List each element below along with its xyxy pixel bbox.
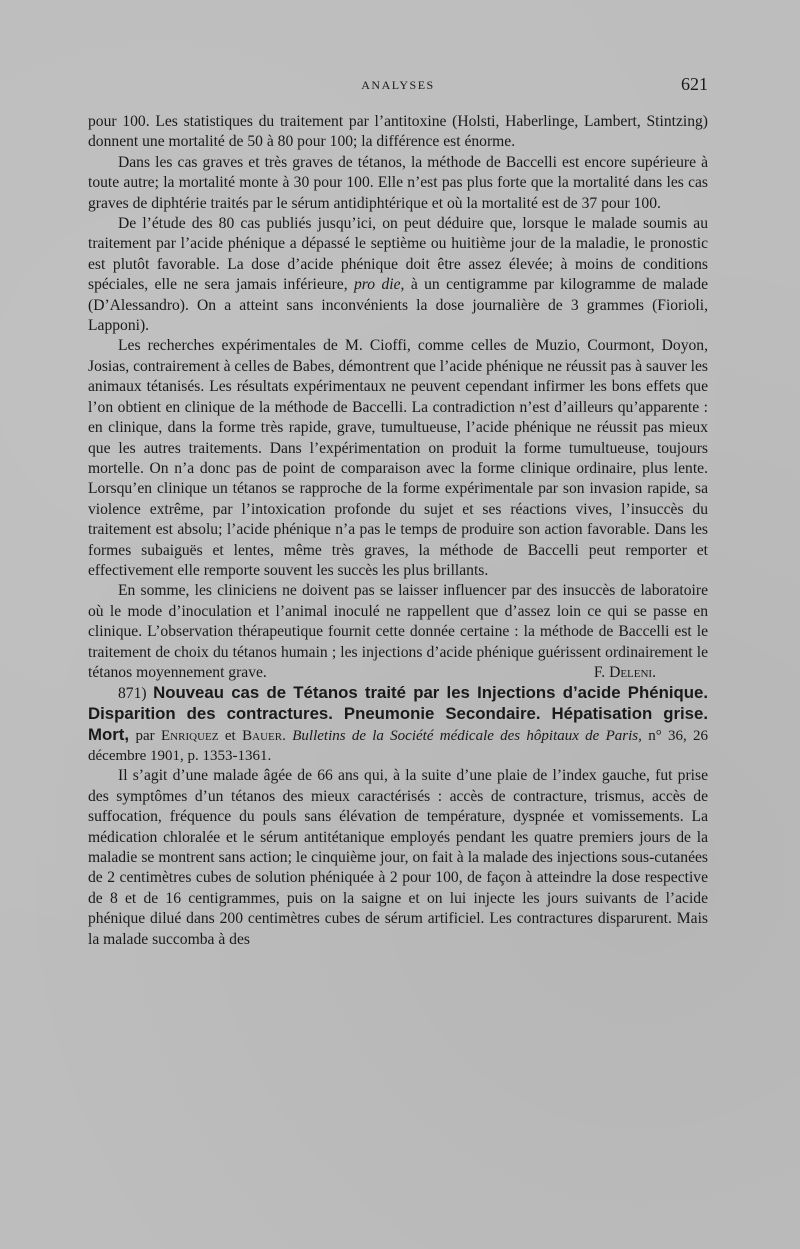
signature-name: Deleni. [609, 663, 656, 681]
paragraph-3-part-2: à un centigramme par kilogramme de malade (D’Alessandro). On a atteint sans inconvénients la dose journalière de 3 grammes (Fiorioli, Lapponi). [88, 276, 708, 335]
paragraph-2: Dans les cas graves et très graves de tétanos, la méthode de Baccelli est encore supérieure à toute autre; la mortalité monte à 30 pour 100. Elle n’est pas plus forte que la mortalité dans les cas graves de diphtérie traités par le sérum antidiphtérique et où la mortalité est de 37 pour 100. [88, 153, 708, 212]
article-heading [88, 683, 708, 766]
running-title: ANALYSES [361, 78, 435, 92]
page-number: 621 [681, 74, 708, 94]
main-text [88, 112, 708, 950]
article-by: par [135, 728, 155, 745]
article-and: et [224, 728, 236, 745]
article-author-1: Enriquez [161, 728, 219, 745]
article-title: Nouveau cas de Tétanos traité par les Injections d’acide Phénique. Disparition des contractures. Pneumonie Secondaire. Hépatisation grise. Mort, [88, 683, 708, 745]
paragraph-1: pour 100. Les statistiques du traitement par l’antitoxine (Holsti, Haberlinge, Lambert, Stintzing) donnent une mortalité de 50 à 80 pour 100; la différence est énorme. [88, 113, 708, 151]
article-author-2: Bauer. [242, 728, 286, 745]
paragraph-5: En somme, les cliniciens ne doivent pas se laisser influencer par des insuccès de laboratoire où le mode d’inoculation et l’animal inoculé ne rappellent que d’assez loin ce qui se passe en clinique. L’observation thérapeutique fournit cette donnée certaine : la méthode de Baccelli est le traitement de choix du tétanos humain ; les injections d’acide phénique guérissent ordinairement le tétanos moyennement grave. [88, 582, 708, 681]
paragraph-3-part-1: De l’étude des 80 cas publiés jusqu’ici, on peut déduire que, lorsque le malade soumis au traitement par l’acide phénique a dépassé le septième ou huitième jour de la maladie, le pronostic est plutôt favorable. La dose d’acide phénique doit être assez élevée; à moins de conditions spéciales, elle ne sera jamais inférieure, [88, 215, 708, 294]
article-number: 871) [118, 685, 147, 703]
paragraph-4: Les recherches expérimentales de M. Cioffi, comme celles de Muzio, Courmont, Doyon, Josias, contrairement à celles de Babes, démontrent que l’acide phénique ne réussit pas à sauver les animaux tétanisés. Les résultats expérimentaux ne peuvent cependant infirmer les bons effets que l’on obtient en clinique de la méthode de Baccelli. La contradiction n’est d’ailleurs qu’apparente : en clinique, dans la forme très rapide, grave, tumultueuse, l’acide phénique ne réussit pas mieux que les autres traitements. Dans l’expérimentation on produit la forme tumultueuse, toujours mortelle. On n’a donc pas de point de comparaison avec la forme clinique ordinaire, plus lente. Lorsqu’en clinique un tétanos se rapproche de la forme expérimentale par son invasion rapide, sa violence extrême, par l’intoxication profonde du sujet et ses réactions vives, l’insuccès du traitement est absolu; l’acide phénique n’a pas le temps de produire son action favorable. Dans les formes subaiguës et lentes, même très graves, la méthode de Baccelli peut remporter et effectivement elle remporte souvent les succès les plus brillants. [88, 337, 708, 579]
paragraph-3-italic: pro die, [354, 276, 405, 294]
paragraph-3 [88, 214, 708, 336]
article-journal: Bulletins de la Société médicale des hôpitaux de Paris, [292, 728, 642, 745]
article-body: Il s’agit d’une malade âgée de 66 ans qui, à la suite d’une plaie de l’index gauche, fut prise des symptômes d’un tétanos des mieux caractérisés : accès de contracture, trismus, accès de suffocation, fréquence du pouls sans élévation de température, dyspnée et vomissements. La médication chloralée et le sérum antitétanique employés pendant les quatre premiers jours de la maladie se montrent sans action; le cinquième jour, on fait à la malade des injections sous-cutanées de 2 centimètres cubes de solution phéniquée à 2 pour 100, de façon à atteindre la dose respective de 8 et de 16 centigrammes, puis on la saigne et on lui injecte les jours suivants de l’acide phénique dilué dans 200 centimètres cubes de sérum artificiel. Les contractures disparurent. Mais la malade succomba à des [88, 767, 708, 948]
page-header [88, 76, 708, 96]
article-details: n° 36, 26 décembre 1901, p. 1353-1361. [88, 728, 709, 765]
signature-initial: F. [593, 663, 606, 681]
